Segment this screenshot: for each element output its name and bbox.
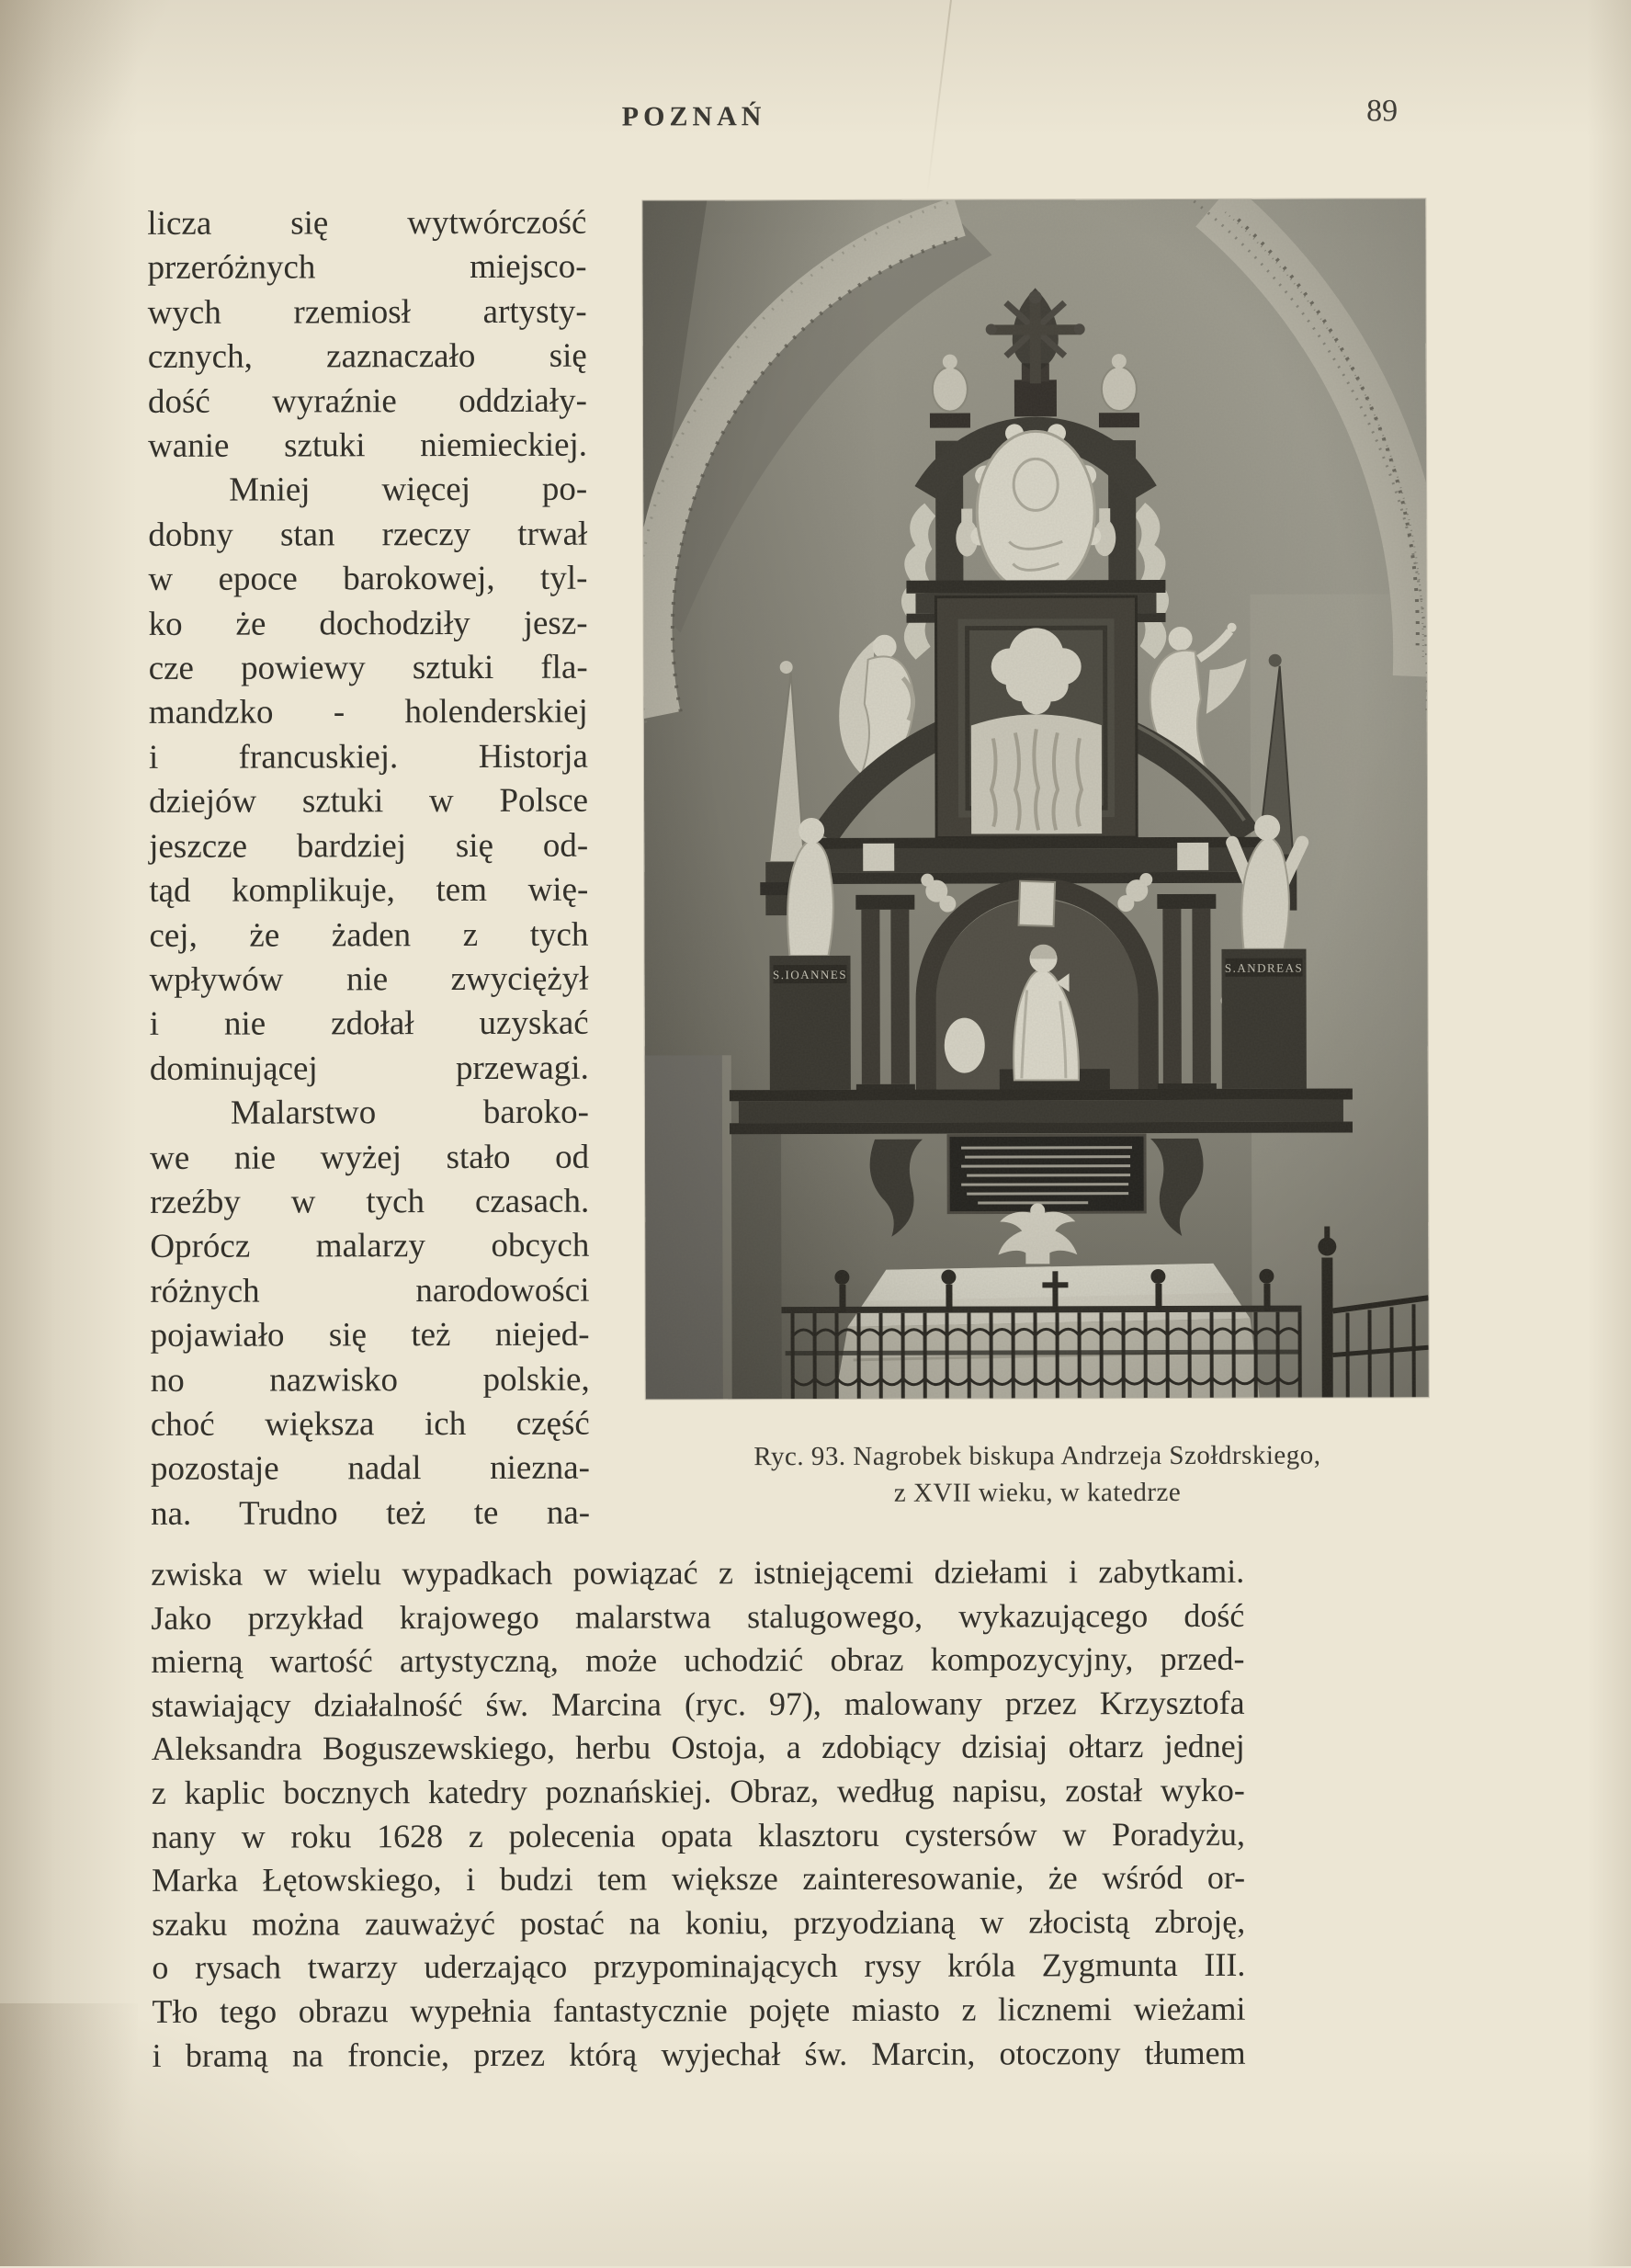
text-line: tąd komplikuje, tem wię- — [149, 870, 589, 910]
text-line: no nazwisko polskie, — [150, 1360, 590, 1400]
text-line: cze powiewy sztuki fla- — [148, 648, 588, 687]
text-line: we nie wyżej stało od — [150, 1138, 590, 1177]
text-line: na. Trudno też te na- — [151, 1493, 591, 1533]
caption-line-1: Ryc. 93. Nagrobek biskupa Andrzeja Szołdrskiego, — [753, 1440, 1321, 1472]
text-line: mierną wartość artystyczną, może uchodzić obraz kompozycyjny, przed- — [151, 1639, 1245, 1681]
left-text-column — [147, 201, 590, 1537]
figure-caption — [646, 1437, 1429, 1512]
text-line: rzeźby w tych czasach. — [150, 1182, 590, 1221]
text-line: wych rzemiosł artysty- — [147, 292, 587, 332]
text-line: nany w roku 1628 z polecenia opata klasztoru cystersów w Poradyżu, — [151, 1815, 1246, 1855]
running-header: POZNAŃ — [621, 101, 766, 132]
caption-line-2: z XVII wieku, w katedrze — [893, 1477, 1182, 1508]
figure-photo-tomb-monument — [642, 198, 1428, 1399]
text-line: zwiska w wielu wypadkach powiązać z istniejącemi dziełami i zabytkami. — [151, 1552, 1245, 1593]
text-line: licza się wytwórczość — [147, 203, 587, 243]
text-line: z kaplic bocznych katedry poznańskiej. Obraz, według napisu, został wyko- — [151, 1771, 1245, 1811]
text-line: i francuskiej. Historja — [148, 737, 588, 777]
body-text-block — [151, 1550, 1245, 2078]
text-line: w epoce barokowej, tyl- — [148, 559, 588, 599]
text-line: jeszcze bardziej się od- — [149, 826, 589, 866]
tomb-monument-illustration — [642, 198, 1428, 1399]
text-line: dominującej przewagi. — [149, 1049, 589, 1088]
text-line: wpływów nie zwyciężył — [149, 959, 589, 999]
photo-grain — [642, 198, 1428, 1399]
text-line: pozostaje nadal niezna- — [150, 1449, 591, 1489]
text-line: Aleksandra Boguszewskiego, herbu Ostoja, a zdobiący dzisiaj ołtarz jednej — [151, 1728, 1245, 1768]
text-line: choć większa ich część — [150, 1404, 590, 1444]
text-line: dość wyraźnie oddziały- — [147, 381, 587, 421]
text-line: o rysach twarzy uderzająco przypominających rysy króla Zygmunta III. — [152, 1946, 1246, 1987]
text-line: ko że dochodziły jesz- — [148, 604, 588, 643]
text-line: szaku można zauważyć postać na koniu, przyodzianą w złocistą zbroję, — [152, 1902, 1246, 1943]
text-line: wanie sztuki niemieckiej. — [147, 425, 588, 465]
text-line: Jako przykład krajowego malarstwa stalugowego, wykazującego dość — [151, 1596, 1245, 1637]
text-line: pojawiało się też niejed- — [150, 1315, 590, 1355]
text-line: Mniej więcej po- — [229, 471, 588, 510]
text-line: mandzko - holenderskiej — [148, 693, 588, 732]
text-line: cznych, zaznaczało się — [147, 336, 587, 377]
text-line: cej, że żaden z tych — [149, 915, 589, 955]
text-line: stawiający działalność św. Marcina (ryc. 97), malowany przez Krzysztofa — [151, 1684, 1245, 1724]
text-line: dziejów sztuki w Polsce — [149, 781, 589, 822]
text-line: i nie zdołał uzyskać — [149, 1004, 589, 1044]
text-line: dobny stan rzeczy trwał — [148, 515, 588, 554]
text-line: Marka Łętowskiego, i budzi tem większe zainteresowanie, że wśród or- — [152, 1858, 1246, 1899]
text-line: Malarstwo baroko- — [230, 1093, 589, 1132]
text-line: przeróżnych miejsco- — [147, 248, 587, 288]
text-line: Tło tego obrazu wypełnia fantastycznie pojęte miasto z licznemi wieżami — [152, 1990, 1246, 2030]
text-line: różnych narodowości — [150, 1271, 590, 1310]
text-line: i bramą na froncie, przez którą wyjechał św. Marcin, otoczony tłumem — [152, 2034, 1246, 2074]
text-line: Oprócz malarzy obcych — [150, 1226, 590, 1266]
page-number: 89 — [1366, 94, 1399, 129]
